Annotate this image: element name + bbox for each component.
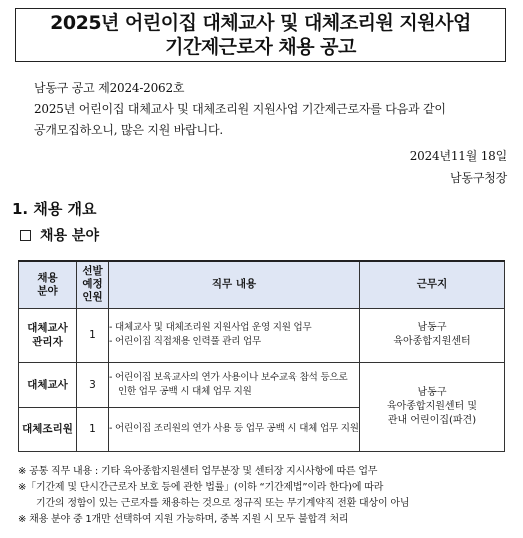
- notice-date: 2024년11월 18일: [409, 149, 507, 163]
- header-field: 채용 분야: [19, 261, 77, 308]
- checkbox-square-icon: [20, 230, 31, 241]
- row-count: 1: [77, 308, 109, 362]
- note-item: ※「기간제 및 단시간근로자 보호 등에 관한 법률」(이하 “기간제법”이라 한다)에 따라: [18, 482, 384, 493]
- sub-heading-label: 채용 분야: [40, 228, 99, 244]
- header-location: 근무지: [360, 261, 505, 308]
- notice-number: 남동구 공고 제2024-2062호: [34, 81, 185, 95]
- title-line-2: 기간제근로자 채용 공고: [165, 36, 356, 58]
- sub-heading: [20, 225, 99, 245]
- shared-location: 남동구 육아종합지원센터 및 관내 어린이집(파견): [360, 362, 505, 451]
- notes: [18, 464, 518, 528]
- header-count: 선발 예정 인원: [77, 261, 109, 308]
- row-duties: - 어린이집 보육교사의 연가 사용이나 보수교육 참석 등으로 인한 업무 공백 시 대체 업무 지원: [109, 362, 360, 407]
- row-count: 3: [77, 362, 109, 407]
- row-location: 남동구 육아종합지원센터: [360, 308, 505, 362]
- note-item: ※ 채용 분야 중 1개만 선택하여 지원 가능하며, 중복 지원 시 모두 불합격 처리: [18, 514, 349, 525]
- title-line-1: 2025년 어린이집 대체교사 및 대체조리원 지원사업: [50, 12, 471, 34]
- row-field: 대체교사 관리자: [19, 308, 77, 362]
- notice-issuer: 남동구청장: [450, 171, 507, 185]
- recruitment-table: [18, 260, 505, 452]
- row-count: 1: [77, 407, 109, 451]
- table-header-row: [19, 261, 505, 308]
- note-item: ※ 공통 직무 내용 : 기타 육아종합지원센터 업무분장 및 센터장 지시사항에 따른 업무: [18, 466, 378, 477]
- section-heading: 1. 채용 개요: [12, 200, 97, 218]
- notice-body-line-2: 공개모집하오니, 많은 지원 바랍니다.: [34, 123, 223, 137]
- row-duties: - 대체교사 및 대체조리원 지원사업 운영 지원 업무 - 어린이집 직접채용 인력풀 관리 업무: [109, 308, 360, 362]
- document-title: [15, 8, 506, 62]
- note-item: 기간의 정함이 있는 근로자를 채용하는 것으로 정규직 또는 무기계약직 전환 대상이 아님: [36, 498, 410, 509]
- row-field: 대체교사: [19, 362, 77, 407]
- row-field: 대체조리원: [19, 407, 77, 451]
- table-row: [19, 308, 505, 362]
- table-row: [19, 362, 505, 407]
- header-duty: 직무 내용: [109, 261, 360, 308]
- notice-body-line-1: 2025년 어린이집 대체교사 및 대체조리원 지원사업 기간제근로자를 다음과 같이: [34, 102, 446, 116]
- row-duties: - 어린이집 조리원의 연가 사용 등 업무 공백 시 대체 업무 지원: [109, 407, 360, 451]
